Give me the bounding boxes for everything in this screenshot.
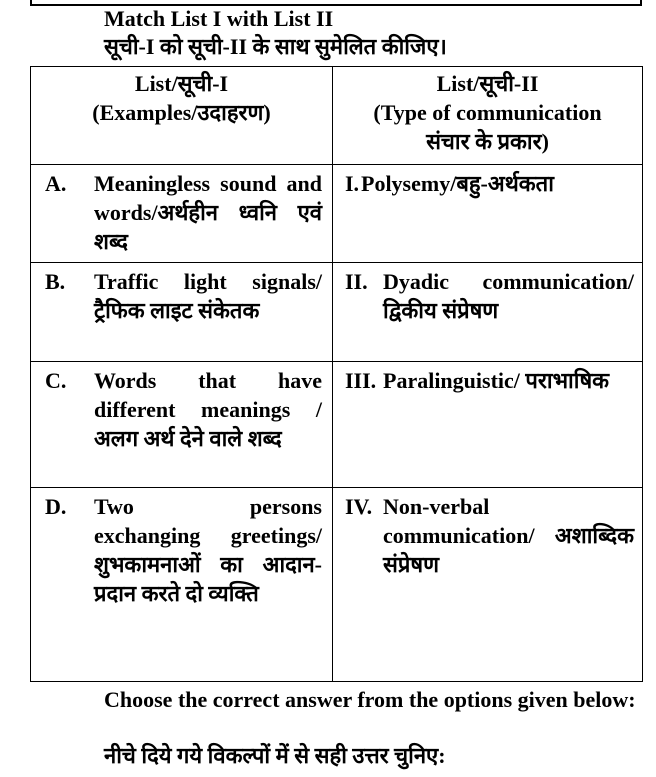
table-row [31,488,643,682]
list1-cell [31,362,333,488]
list2-text: Paralinguistic/ पराभाषिक [383,368,610,393]
table-header-row [31,67,643,165]
list2-header [333,67,643,165]
list1-cell [31,263,333,362]
list2-key: III. [345,368,377,393]
list1-text: Two persons exchanging greetings/ शुभकामनाओं का आदान-प्रदान करते दो व्यक्ति [94,494,322,606]
table-row [31,362,643,488]
list2-cell [333,362,643,488]
list2-header-title: List/सूची-II [436,71,539,96]
list2-cell [333,165,643,263]
instruction-english: Choose the correct answer from the options given below: [104,687,636,712]
list2-header-subtitle-en: (Type of communication [373,100,602,125]
list2-key: IV. [345,494,373,519]
table-row [31,165,643,263]
list1-cell [31,488,333,682]
list1-key: D. [45,494,67,519]
list2-text: Dyadic communication/ द्विकीय संप्रेषण [383,269,634,323]
question-heading-hindi: सूची-I को सूची-II के साथ सुमेलित कीजिए। [104,34,447,59]
list1-header-title: List/सूची-I [134,71,229,96]
list1-text: Meaningless sound and words/अर्थहीन ध्वनि एवं शब्द [94,171,322,254]
question-heading-english: Match List I with List II [104,6,334,31]
list2-cell [333,263,643,362]
list1-key: A. [45,171,67,196]
list1-text: Words that have different meanings /अलग अर्थ देने वाले शब्द [94,368,322,451]
list1-header [31,67,333,165]
list1-header-subtitle: (Examples/उदाहरण) [92,100,271,125]
list1-cell [31,165,333,263]
instruction-hindi: नीचे दिये गये विकल्पों में से सही उत्तर चुनिए: [104,743,446,768]
list2-key: I. [345,171,360,196]
list1-text: Traffic light signals/ ट्रैफिक लाइट संकेतक [94,269,322,323]
table-row [31,263,643,362]
list2-key: II. [345,269,368,294]
list2-header-subtitle-hi: संचार के प्रकार) [426,129,549,154]
list2-text: Non-verbal communication/ अशाब्दिक संप्रेषण [383,494,634,577]
list2-cell [333,488,643,682]
list1-key: B. [45,269,66,294]
match-table [30,66,643,682]
list2-text: Polysemy/बहु-अर्थकता [361,171,554,196]
list1-key: C. [45,368,67,393]
